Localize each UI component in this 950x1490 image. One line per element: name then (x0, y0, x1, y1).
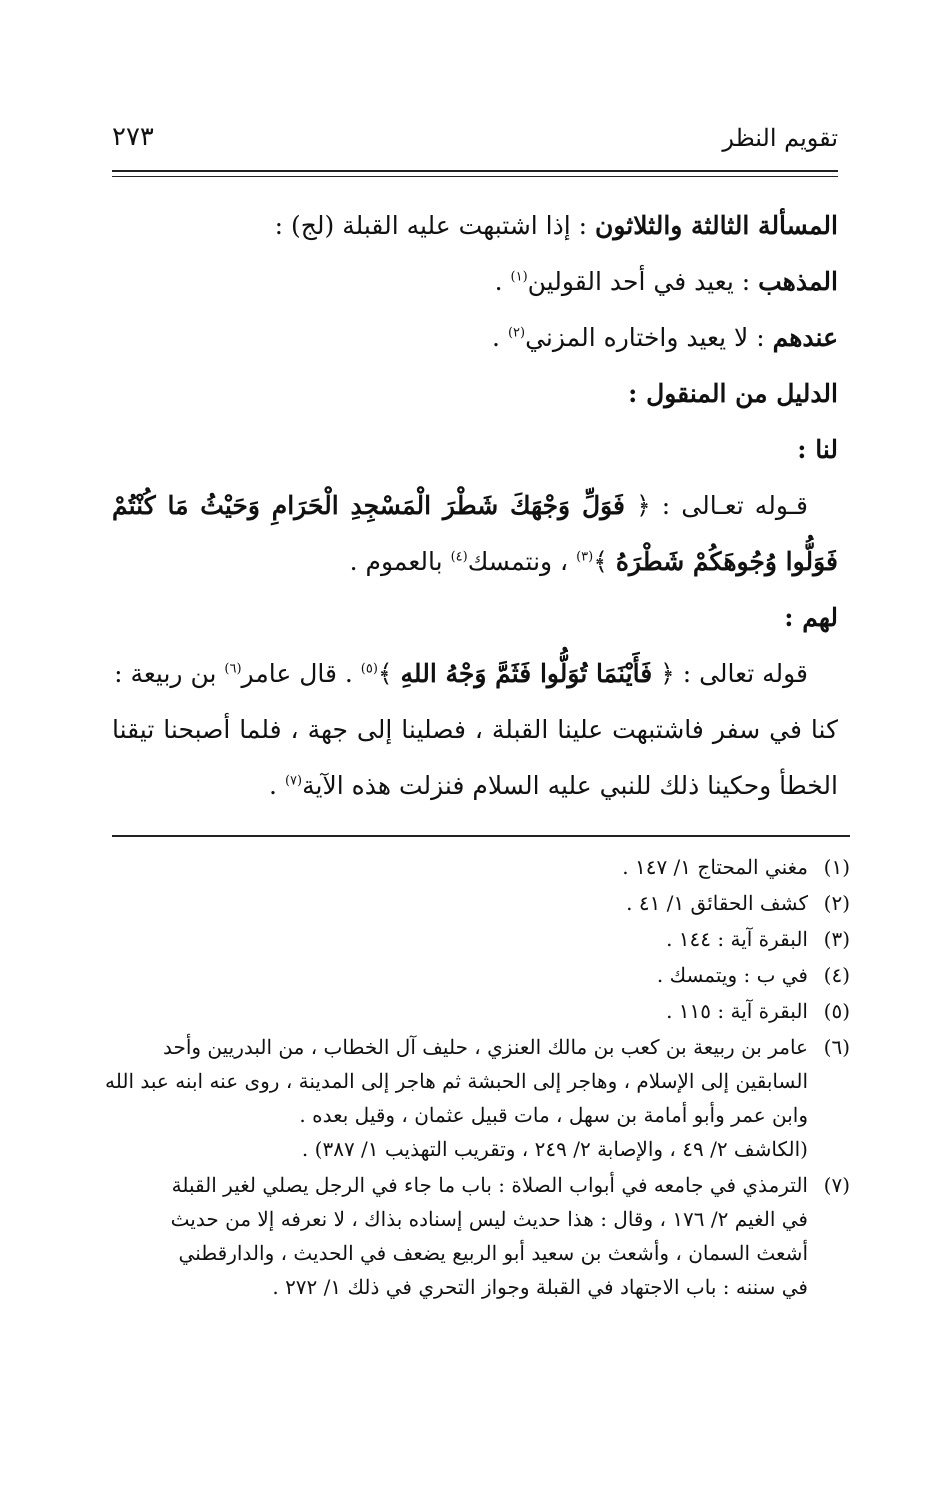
madhhab-label: المذهب (758, 267, 838, 296)
footnote-1 (112, 850, 850, 884)
footnote-body (112, 994, 808, 1028)
indahum-label: عندهم (772, 323, 838, 352)
footnote-number: (٢) (823, 891, 850, 915)
page-number: ٢٧٣ (112, 122, 154, 152)
indahum-line (112, 310, 838, 366)
header-rule-thin (112, 176, 838, 177)
p1-mid: ، ونتمسك (467, 547, 577, 576)
header-rule-thick (112, 170, 838, 172)
footnote-line: في سننه : باب الاجتهاد في القبلة وجواز التحري في ذلك ١/ ٢٧٢ . (272, 1275, 808, 1299)
footnote-number: (٥) (823, 999, 850, 1023)
footnote-line: الترمذي في جامعه في أبواب الصلاة : باب ما جاء في الرجل يصلي لغير القبلة (171, 1173, 808, 1197)
paragraph-2-line-2: كنا في سفر فاشتبهت علينا القبلة ، فصلينا إلى جهة ، فلما أصبحنا تيقنا (112, 715, 838, 744)
lana-heading: لنا : (797, 435, 838, 464)
running-header (112, 118, 838, 168)
footnote-ref-4: (٤) (450, 549, 468, 565)
footnote-body (112, 922, 808, 956)
footnote-body (112, 1168, 808, 1304)
footnote-5 (112, 994, 850, 1028)
paragraph-1-line-2 (112, 534, 838, 590)
footnote-line: في ب : ويتمسك . (656, 963, 808, 987)
paragraph-2-line-3 (112, 758, 838, 814)
footnote-line: السابقين إلى الإسلام ، وهاجر إلى الحبشة ثم هاجر إلى المدينة ، روى عنه ابنه عبد الله (105, 1069, 808, 1093)
footnote-number: (٦) (823, 1035, 850, 1059)
footnote-ref-3: (٣) (576, 549, 594, 565)
p1-quran-b: فَوَلُّوا وُجُوهَكُمْ شَطْرَهُ (615, 547, 838, 576)
footnote-body (105, 1030, 808, 1166)
p2-line3: الخطأ وحكينا ذلك للنبي عليه السلام فنزلت هذه الآية (302, 771, 838, 800)
dalil-heading: الدليل من المنقول : (628, 379, 838, 408)
footnote-line: كشف الحقائق ١/ ٤١ . (626, 891, 808, 915)
footnote-ref-5: (٥) (360, 661, 378, 677)
footnote-number: (٤) (823, 963, 850, 987)
footnote-3 (112, 922, 850, 956)
lahum-heading: لهم : (784, 603, 838, 632)
p1-end: بالعموم . (349, 547, 451, 576)
footnote-line: (الكاشف ٢/ ٤٩ ، والإصابة ٢/ ٢٤٩ ، وتقريب التهذيب ١/ ٣٨٧) . (301, 1137, 808, 1161)
footnote-line: مغني المحتاج ١/ ١٤٧ . (622, 855, 808, 879)
main-text (112, 198, 838, 814)
footnote-ref-6: (٦) (224, 661, 242, 677)
footnote-line: البقرة آية : ١١٥ . (666, 999, 808, 1023)
p2-quran: فَأَيْنَمَا تُوَلُّوا فَثَمَّ وَجْهُ اللهِ (400, 659, 653, 688)
footnote-ref-7: (٧) (284, 773, 303, 789)
issue-text: : إذا اشتبهت عليه القبلة (لج) : (274, 211, 596, 240)
p2-intro: قوله تعالى : ﴿ (652, 659, 808, 688)
indahum-text: : لا يعيد واختاره المزني (525, 323, 773, 352)
footnote-line: أشعث السمان ، وأشعث بن سعيد أبو الربيع يضعف في الحديث ، والدارقطني (178, 1241, 808, 1265)
footnotes (105, 850, 850, 1306)
footnote-line: وابن عمر وأبو أمامة بن سهل ، مات قبيل عثمان ، وقيل بعده . (299, 1103, 808, 1127)
footnote-number: (١) (823, 855, 850, 879)
footnote-separator (112, 835, 850, 837)
p2-line3-end: . (269, 771, 285, 800)
p1-after-quran: ﴾ (593, 547, 616, 576)
footnote-body (112, 958, 808, 992)
running-title: تقويم النظر (722, 124, 838, 152)
p2-end: بن ربيعة : (114, 659, 225, 688)
p1-quran-a: فَوَلِّ وَجْهَكَ شَطْرَ الْمَسْجِدِ الْحَرَامِ وَحَيْثُ مَا كُنْتُمْ (112, 491, 625, 520)
footnote-body (112, 850, 808, 884)
footnote-number: (٣) (823, 927, 850, 951)
footnote-4 (112, 958, 850, 992)
footnote-ref-2: (٢) (507, 325, 526, 341)
madhhab-end: . (494, 267, 511, 296)
footnote-6 (105, 1030, 850, 1166)
issue-line (112, 198, 838, 254)
madhhab-line (112, 254, 838, 310)
footnote-line: البقرة آية : ١٤٤ . (666, 927, 808, 951)
paragraph-2-line-1 (112, 646, 838, 702)
footnote-ref-1: (١) (510, 269, 528, 285)
footnote-line: عامر بن ربيعة بن كعب بن مالك العنزي ، حليف آل الخطاب ، من البدريين وأحد (162, 1035, 808, 1059)
issue-label: المسألة الثالثة والثلاثون (595, 211, 838, 240)
p2-after-quran: ﴾ (377, 659, 401, 688)
footnote-body (112, 886, 808, 920)
p1-intro: قـوله تعـالى : ﴿ (625, 491, 809, 520)
footnote-line: في الغيم ٢/ ١٧٦ ، وقال : هذا حديث ليس إسناده بذاك ، لا نعرفه إلا من حديث (170, 1207, 808, 1231)
indahum-end: . (492, 323, 508, 352)
p2-mid: . قال عامر (241, 659, 361, 688)
footnote-2 (112, 886, 850, 920)
footnote-number: (٧) (823, 1173, 850, 1197)
madhhab-text: : يعيد في أحد القولين (527, 267, 759, 296)
paragraph-1-line-1 (112, 478, 838, 534)
footnote-7 (112, 1168, 850, 1304)
